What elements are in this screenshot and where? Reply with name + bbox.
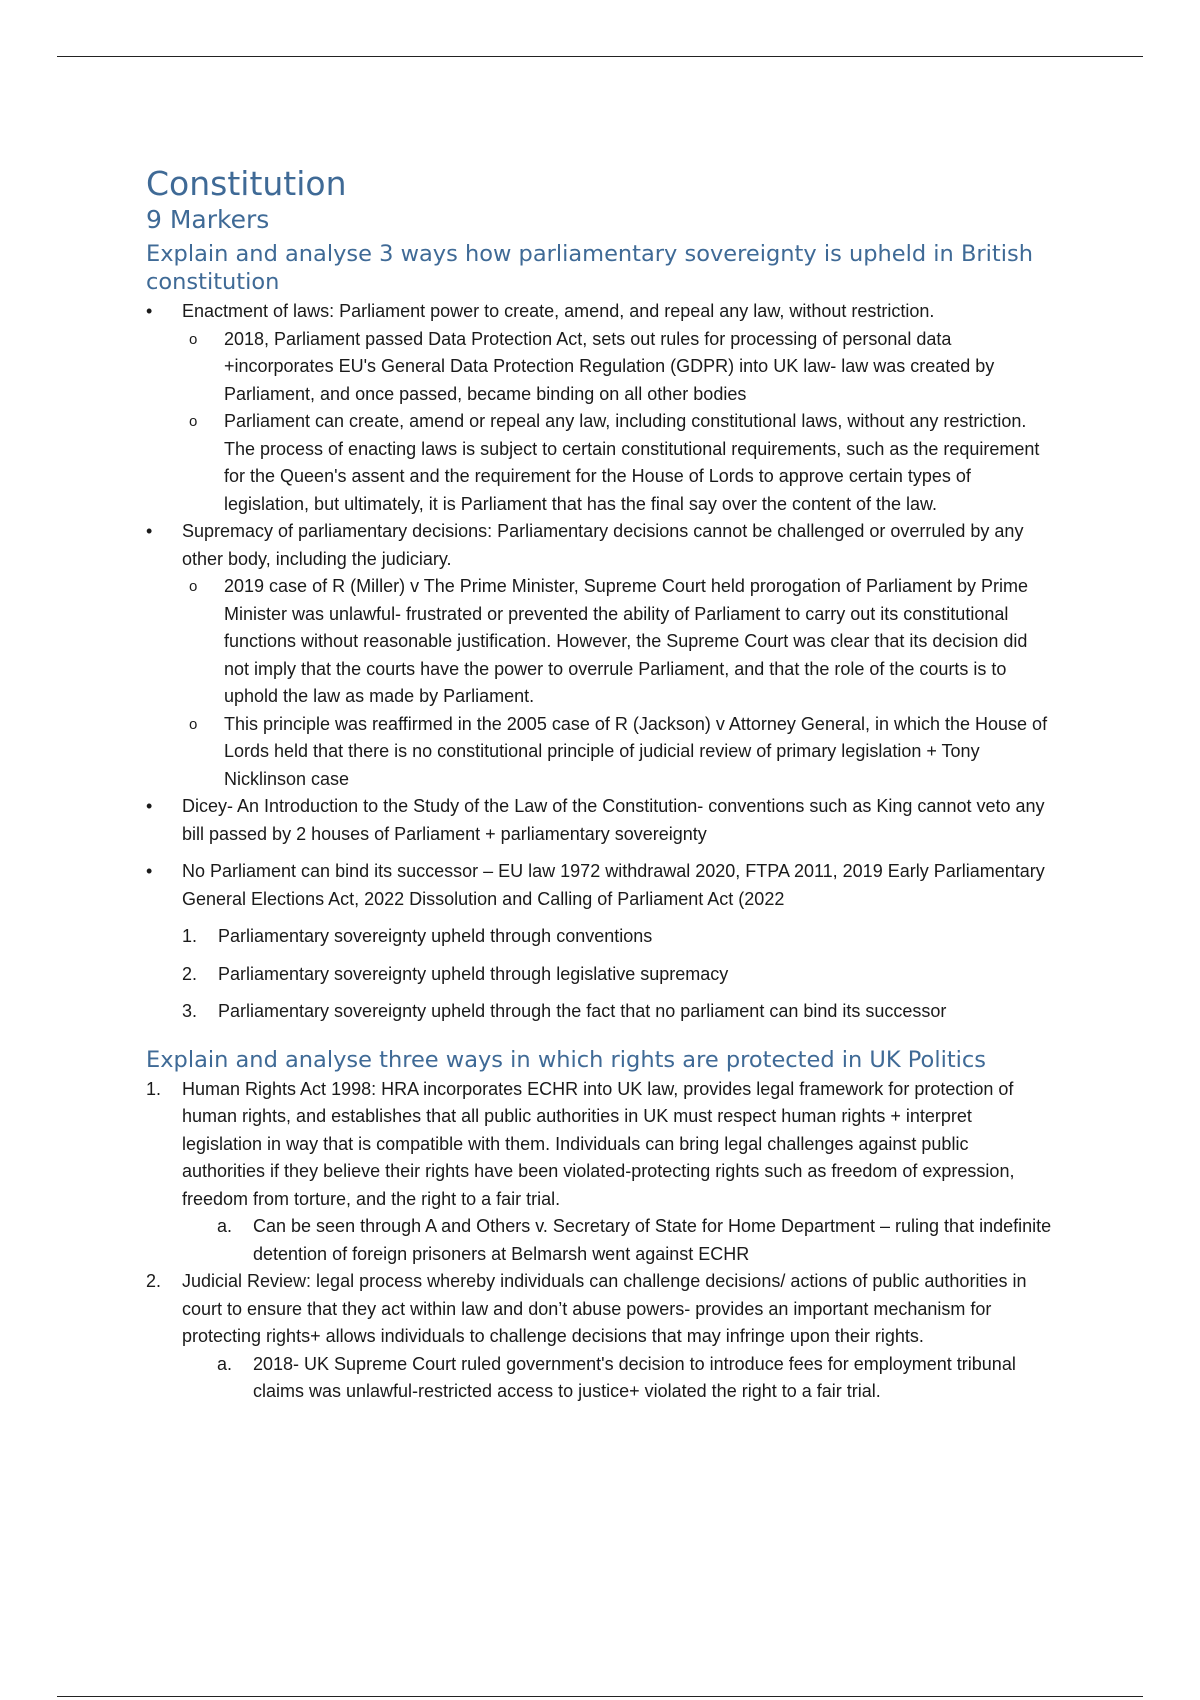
numbered-item-text: Judicial Review: legal process whereby individuals can challenge decisions/ actions of public authorities in court to ensure that they act within law and don’t abuse powers- provides an important mechanism for protecting rights+ allows individuals to challenge decisions that may infringe upon their rights.: [182, 1271, 1027, 1346]
numbered-item: [146, 1076, 1056, 1214]
sub-list-item: [146, 326, 1056, 409]
circle-bullet-icon: o: [189, 330, 198, 348]
number-marker: 1.: [146, 1078, 162, 1099]
numbered-item-text: Parliamentary sovereignty upheld through conventions: [218, 926, 653, 946]
header-rule: [57, 56, 1143, 57]
lettered-item: [146, 1213, 1056, 1268]
list-item-text: Enactment of laws: Parliament power to create, amend, and repeal any law, without restriction.: [182, 301, 935, 321]
circle-bullet-icon: o: [189, 578, 198, 595]
numbered-item: [146, 961, 1056, 989]
lettered-item-text: Can be seen through A and Others v. Secretary of State for Home Department – ruling that indefinite detention of foreign prisoners at Belmarsh went against ECHR: [253, 1216, 1052, 1264]
number-marker: 2.: [146, 1271, 162, 1291]
numbered-item-text: Human Rights Act 1998: HRA incorporates ECHR into UK law, provides legal framework for protection of human rights, and establishes that all public authorities in UK must respect human rights + interpret legislation in way that is compatible with them. Individuals can bring legal challenges against public authorities if they believe their rights have been violated-protecting rights such as freedom of expression, freedom from torture, and the right to a fair trial.: [182, 1078, 1015, 1209]
numbered-item: [146, 998, 1056, 1026]
bullet-icon: •: [146, 521, 153, 541]
lettered-item-text: 2018- UK Supreme Court ruled government's decision to introduce fees for employment tribunal claims was unlawful-restricted access to justice+ violated the right to a fair trial.: [253, 1353, 1016, 1401]
sub-list-item-text: 2019 case of R (Miller) v The Prime Minister, Supreme Court held prorogation of Parliament by Prime Minister was unlawful- frustrated or prevented the ability of Parliament to carry out its constitutional functions without reasonable justification. However, the Supreme Court was clear that its decision did not imply that the courts have the power to overrule Parliament, and that the role of the courts is to uphold the law as made by Parliament.: [224, 576, 1028, 706]
list-item-text: Supremacy of parliamentary decisions: Parliamentary decisions cannot be challenged or overruled by any other body, including the judiciary.: [182, 521, 1024, 569]
bullet-icon: •: [146, 796, 153, 816]
sub-list-item: [146, 408, 1056, 518]
sub-list-item-text: 2018, Parliament passed Data Protection Act, sets out rules for processing of personal data +incorporates EU's General Data Protection Regulation (GDPR) into UK law- law was created by Parliament, and once passed, became binding on all other bodies: [224, 328, 995, 404]
bullet-icon: •: [146, 301, 153, 321]
list-item-text: No Parliament can bind its successor – EU law 1972 withdrawal 2020, FTPA 2011, 2019 Early Parliamentary General Elections Act, 2022 Dissolution and Calling of Parliament Act (2022: [182, 861, 1045, 909]
letter-marker: a.: [217, 1216, 233, 1236]
document-title: Constitution: [146, 164, 347, 203]
numbered-item-text: Parliamentary sovereignty upheld through the fact that no parliament can bind its successor: [218, 1001, 947, 1021]
number-marker: 2.: [182, 963, 198, 984]
document-body: [146, 164, 1056, 1406]
section-heading-sovereignty: Explain and analyse 3 ways how parliamentary sovereignty is upheld in British constitution: [146, 241, 1033, 295]
document-subtitle: 9 Markers: [146, 205, 270, 234]
section-rights: [146, 1076, 1056, 1406]
sub-list-item-text: Parliament can create, amend or repeal any law, including constitutional laws, without any restriction. The process of enacting laws is subject to certain constitutional requirements, such as the requirement for the Queen's assent and the requirement for the House of Lords to approve certain types of legislation, but ultimately, it is Parliament that has the final say over the content of the law.: [224, 411, 1040, 514]
list-item: [146, 793, 1056, 848]
numbered-item-text: Parliamentary sovereignty upheld through legislative supremacy: [218, 963, 729, 984]
numbered-item: [146, 923, 1056, 951]
section-heading-rights: Explain and analyse three ways in which rights are protected in UK Politics: [146, 1046, 986, 1073]
number-marker: 1.: [182, 926, 198, 946]
footer-rule: [57, 1696, 1143, 1697]
list-item-text: Dicey- An Introduction to the Study of the Law of the Constitution- conventions such as King cannot veto any bill passed by 2 houses of Parliament + parliamentary sovereignty: [182, 796, 1045, 844]
lettered-item: [146, 1351, 1056, 1406]
sub-list-item: [146, 573, 1056, 711]
letter-marker: a.: [217, 1353, 233, 1374]
section-sovereignty: [146, 298, 1056, 1026]
sub-list-item-text: This principle was reaffirmed in the 2005 case of R (Jackson) v Attorney General, in which the House of Lords held that there is no constitutional principle of judicial review of primary legislation + Tony Nicklinson case: [224, 713, 1048, 789]
list-item: [146, 298, 1056, 326]
list-item: [146, 518, 1056, 573]
bullet-icon: •: [146, 861, 153, 881]
numbered-item: [146, 1268, 1056, 1351]
circle-bullet-icon: o: [189, 715, 198, 733]
list-item: [146, 858, 1056, 913]
number-marker: 3.: [182, 1001, 198, 1021]
sub-list-item: [146, 711, 1056, 794]
circle-bullet-icon: o: [189, 413, 198, 430]
